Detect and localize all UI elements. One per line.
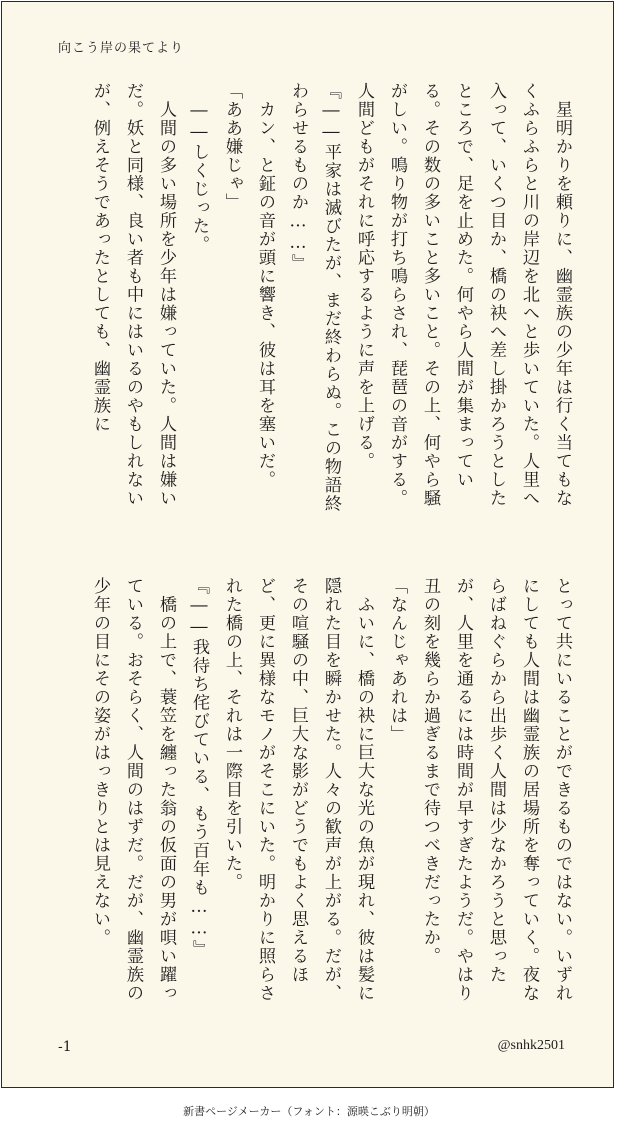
paragraph: 『――我待ち侘びている、もう百年も……』 — [189, 577, 209, 959]
paragraph: カン、と鉦の音が頭に響き、彼は耳を塞いだ。 — [255, 82, 275, 489]
paragraph: ――しくじった。 — [189, 82, 209, 255]
author-handle: @snhk2501 — [497, 1038, 565, 1053]
page-header-title: 向こう岸の果てより — [58, 41, 185, 56]
paragraph: 人間の多い場所を少年は嫌っていた。人間は嫌いだ。妖と同様、良い者も中にはいるのやもしれないが、例えそうであったとしても、幽霊族に — [90, 82, 176, 508]
paragraph: とって共にいることができるものではない。いずれにしても人間は幽霊族の居場所を奪っていく。夜ならばねぐらから出歩く人間は少なかろうと思ったが、人里を通るには時間が早すぎたようだ。やはり丑の刻を幾らか過ぎるまで待つべきだったか。 — [420, 577, 572, 1003]
paragraph: ふいに、橋の袂に巨大な光の魚が現れ、彼は髪に隠れた目を瞬かせた。人々の歓声が上がる。だが、その喧騒の中、巨大な影がどうでもよく思えるほど、更に異様なモノがそこにいた。明かりに照らされた橋の上、それは一際目を引いた。 — [222, 577, 374, 1003]
paragraph: 『――平家は滅びたが、まだ終わらぬ。この物語終わらせるものか……』 — [288, 82, 341, 514]
paragraph: 星明かりを頼りに、幽霊族の少年は行く当てもなくふらふらと川の岸辺を北へと歩いていた。人里へ入って、いくつ目か、橋の袂へ差し掛かろうとしたところで、足を止めた。何やら人間が集まっている。その数の多いこと多いこと。その上、何やら騒がしい。鳴り物が打ち鳴らされ、琵琶の音がする。人間どもがそれに呼応するように声を上げる。 — [354, 82, 572, 508]
paragraph: 橋の上で、蓑笠を纏った翁の仮面の男が唄い躍っている。おそらく、人間のはずだ。だが、幽霊族の少年の目にその姿がはっきりとは見えない。 — [90, 577, 176, 1003]
page-number: -1 — [58, 1039, 72, 1055]
text-block-lower — [46, 577, 578, 1017]
paragraph: 「なんじゃあれは」 — [387, 577, 407, 744]
book-page — [1, 1, 614, 1088]
text-block-upper — [46, 82, 578, 522]
paragraph: 「ああ嫌じゃ」 — [222, 82, 242, 212]
generator-caption: 新書ページメーカー（フォント：源暎こぶり明朝） — [183, 1105, 435, 1118]
